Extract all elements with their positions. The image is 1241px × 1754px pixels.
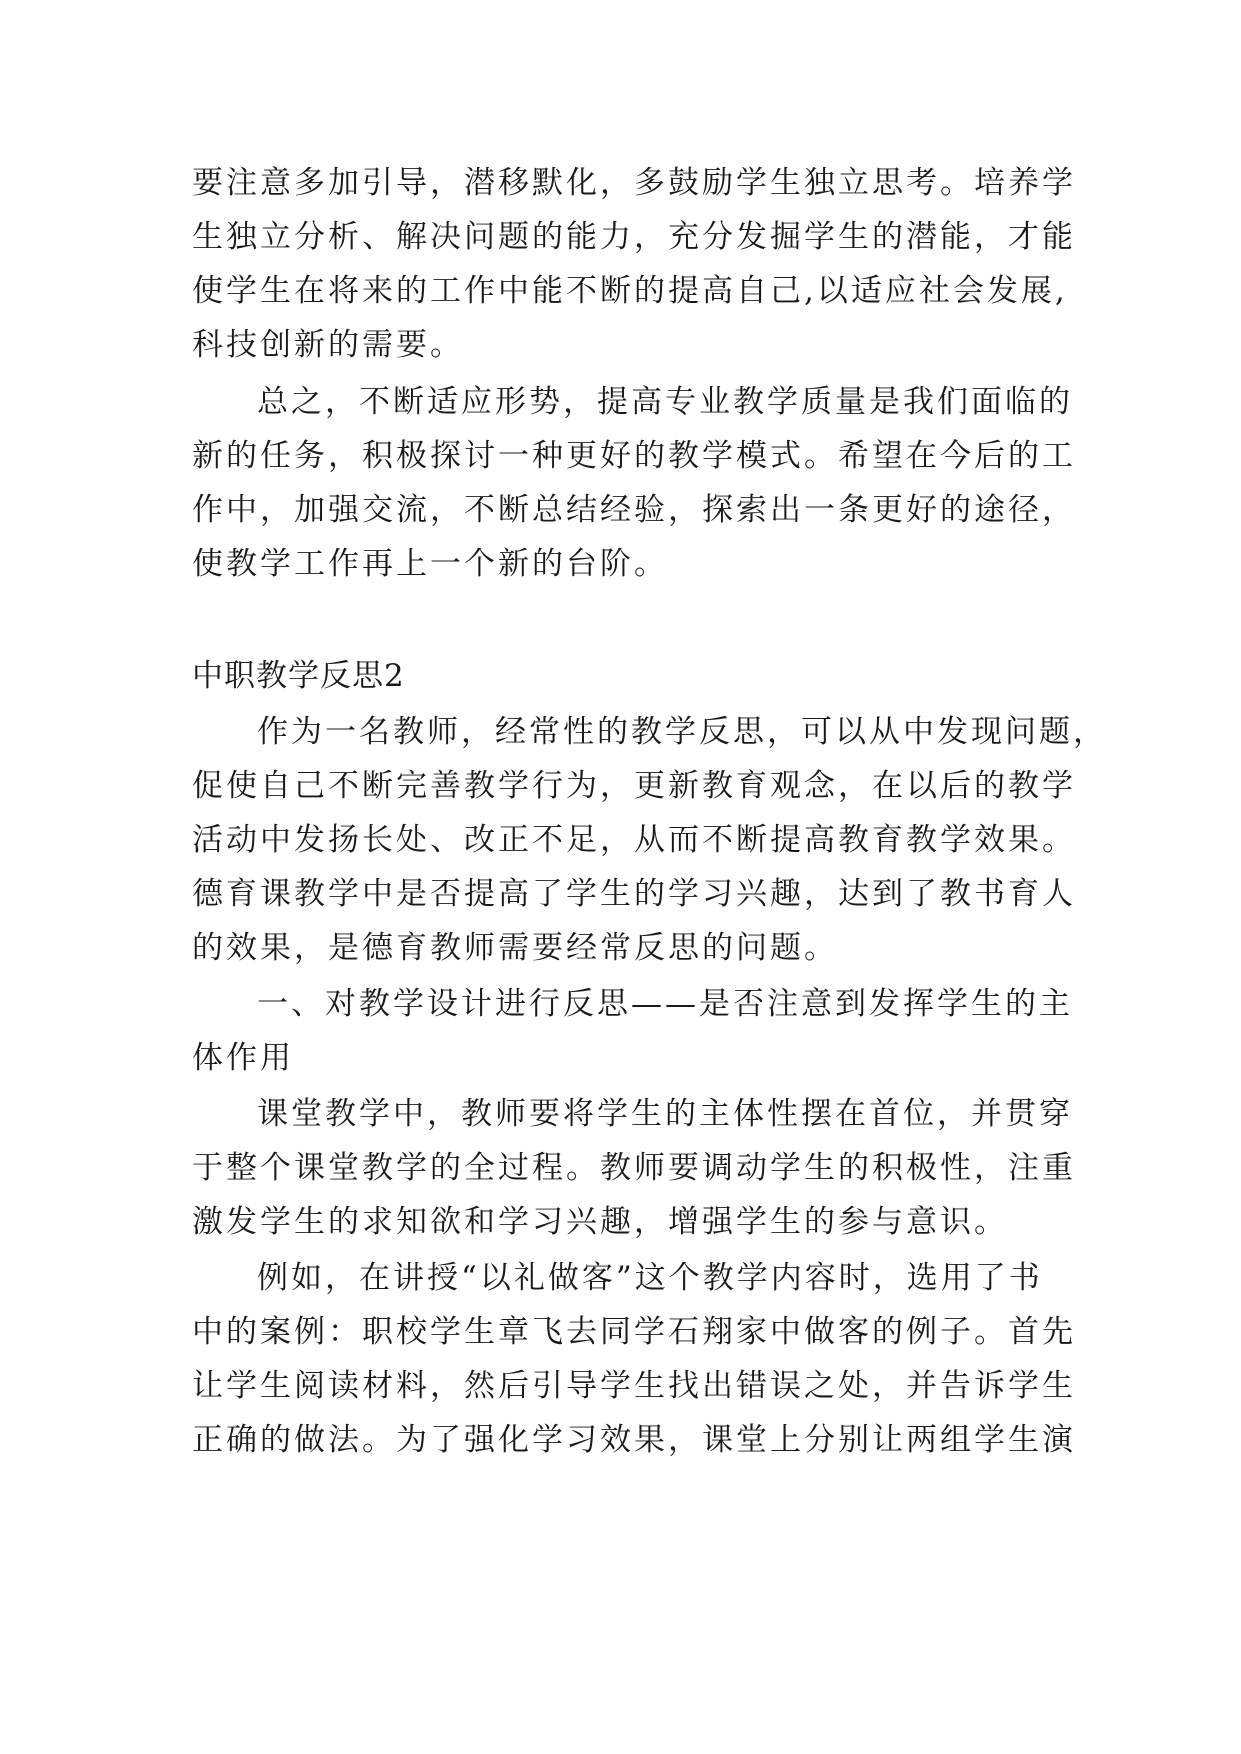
paragraph-3-line-1: 作为一名教师，经常性的教学反思，可以从中发现问题， [257, 714, 1107, 750]
section-heading: 中职教学反思2 [192, 658, 405, 694]
paragraph-5-line-2: 于整个课堂教学的全过程。教师要调动学生的积极性，注重 [192, 1150, 1076, 1186]
paragraph-3-line-5: 的效果，是德育教师需要经常反思的问题。 [192, 930, 838, 966]
paragraph-6-line-4: 正确的做法。为了强化学习效果，课堂上分别让两组学生演 [192, 1422, 1076, 1458]
paragraph-4-line-1: 一、对教学设计进行反思——是否注意到发挥学生的主 [257, 986, 1073, 1022]
paragraph-6-line-3: 让学生阅读材料，然后引导学生找出错误之处，并告诉学生 [192, 1368, 1076, 1404]
paragraph-6-line-2: 中的案例：职校学生章飞去同学石翔家中做客的例子。首先 [192, 1314, 1076, 1350]
paragraph-1-line-3: 使学生在将来的工作中能不断的提高自己,以适应社会发展, [192, 273, 1068, 309]
paragraph-1-line-4: 科技创新的需要。 [192, 327, 464, 363]
paragraph-3-line-4: 德育课教学中是否提高了学生的学习兴趣，达到了教书育人 [192, 876, 1076, 912]
paragraph-5-line-1: 课堂教学中，教师要将学生的主体性摆在首位，并贯穿 [257, 1096, 1073, 1132]
paragraph-2-line-3: 作中，加强交流，不断总结经验，探索出一条更好的途径， [192, 492, 1076, 528]
paragraph-1-line-1: 要注意多加引导，潜移默化，多鼓励学生独立思考。培养学 [192, 165, 1076, 201]
paragraph-2-line-2: 新的任务，积极探讨一种更好的教学模式。希望在今后的工 [192, 438, 1076, 474]
paragraph-2-line-4: 使教学工作再上一个新的台阶。 [192, 546, 668, 582]
paragraph-4-line-2: 体作用 [192, 1040, 294, 1076]
paragraph-6-line-1: 例如，在讲授“以礼做客”这个教学内容时，选用了书 [257, 1260, 1043, 1296]
paragraph-5-line-3: 激发学生的求知欲和学习兴趣，增强学生的参与意识。 [192, 1204, 1008, 1240]
paragraph-3-line-3: 活动中发扬长处、改正不足，从而不断提高教育教学效果。 [192, 822, 1076, 858]
paragraph-3-line-2: 促使自己不断完善教学行为，更新教育观念，在以后的教学 [192, 768, 1076, 804]
paragraph-2-line-1: 总之，不断适应形势，提高专业教学质量是我们面临的 [257, 384, 1073, 420]
paragraph-1-line-2: 生独立分析、解决问题的能力，充分发掘学生的潜能，才能 [192, 219, 1076, 255]
